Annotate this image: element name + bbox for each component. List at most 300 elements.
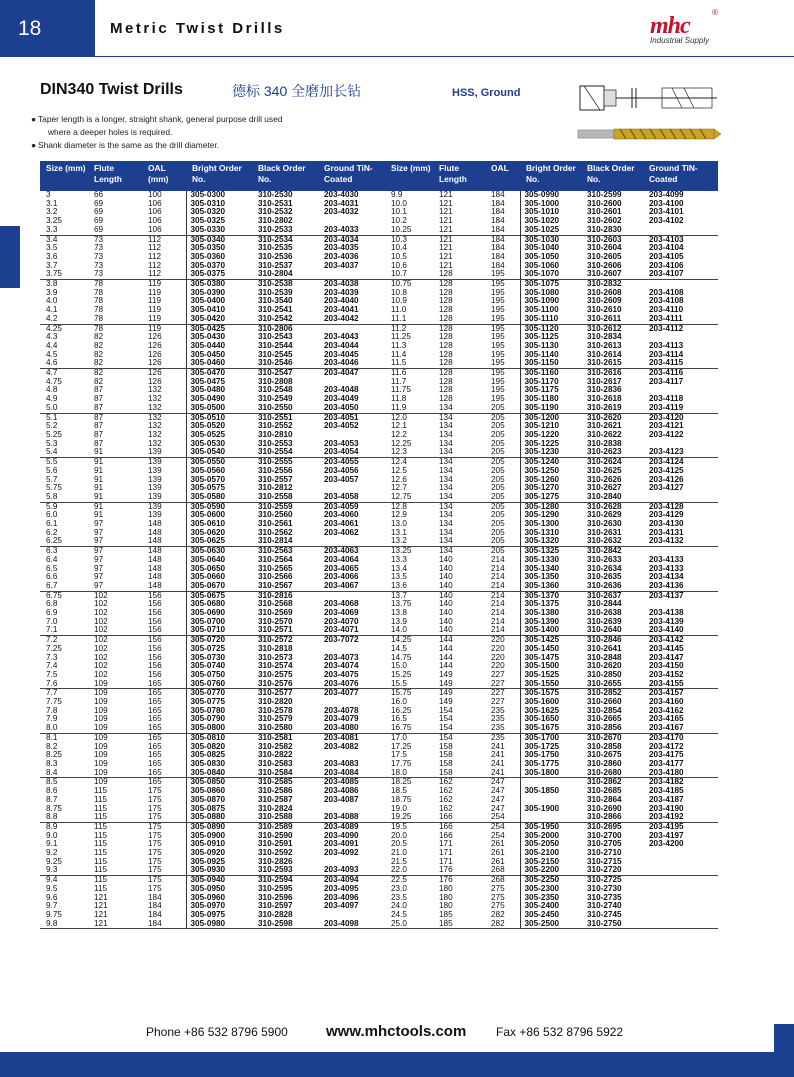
table-cell: 310-2808 xyxy=(258,376,293,386)
table-cell: 5.9 xyxy=(40,502,88,511)
table-cell: 310-2627 xyxy=(587,483,622,493)
table-cell: 305-0820 xyxy=(186,743,252,752)
table-cell: 203-4190 xyxy=(649,803,684,813)
table-cell: 121 xyxy=(439,216,453,226)
table-cell: 203-4180 xyxy=(649,767,684,777)
table-cell: 305-1030 xyxy=(520,235,581,244)
table-cell: 91 xyxy=(94,491,104,501)
table-cell: 214 xyxy=(485,591,520,600)
table-cell: 203-4060 xyxy=(324,510,359,520)
table-cell: 18.5 xyxy=(391,786,407,796)
table-cell: 268 xyxy=(485,876,520,885)
table-cell: 305-1450 xyxy=(520,645,581,654)
table-cell: 9.6 xyxy=(46,892,58,902)
table-cell: 97 xyxy=(94,527,104,537)
table-cell: 305-1600 xyxy=(520,698,581,707)
table-cell: 310-2586 xyxy=(258,786,293,796)
table-cell: 22.5 xyxy=(385,876,433,885)
table-cell: 305-1060 xyxy=(520,262,581,271)
table-cell: 310-2720 xyxy=(587,865,622,875)
table-cell: 310-2628 xyxy=(581,502,643,511)
table-cell: 310-2604 xyxy=(587,243,622,253)
col-size-2: Size (mm) xyxy=(385,161,433,191)
table-cell: 134 xyxy=(439,429,453,439)
table-cell: 132 xyxy=(148,402,162,412)
table-cell: 310-2856 xyxy=(587,723,622,733)
table-cell: 10.7 xyxy=(391,269,407,279)
table-cell: 87 xyxy=(94,438,104,448)
table-cell: 203-4126 xyxy=(649,474,684,484)
table-cell xyxy=(643,911,718,920)
table-cell: 10.3 xyxy=(385,235,433,244)
table-cell: 310-2534 xyxy=(252,235,318,244)
table-cell: 310-2598 xyxy=(252,920,318,929)
table-cell: 305-2000 xyxy=(520,832,581,841)
table-cell: 195 xyxy=(491,332,505,342)
table-cell: 11.1 xyxy=(391,313,407,323)
table-row xyxy=(40,315,718,324)
table-cell: 203-4140 xyxy=(649,625,684,635)
table-cell: 305-0360 xyxy=(186,253,252,262)
table-cell: 305-0900 xyxy=(186,832,252,841)
table-cell: 203-4101 xyxy=(649,207,684,217)
table-cell: 97 xyxy=(94,572,104,582)
table-cell: 305-1050 xyxy=(520,253,581,262)
table-cell: 203-4095 xyxy=(324,883,359,893)
table-cell: 97 xyxy=(94,519,104,529)
table-cell: 144 xyxy=(439,643,453,653)
table-cell: 149 xyxy=(439,678,453,688)
product-notes xyxy=(31,113,283,152)
table-cell: 78 xyxy=(94,296,104,306)
table-cell: 21.5 xyxy=(391,856,407,866)
table-cell: 235 xyxy=(491,723,505,733)
table-cell: 305-1325 xyxy=(520,547,581,556)
page-header-title: Metric Twist Drills xyxy=(110,20,285,37)
table-cell: 310-2592 xyxy=(258,848,293,858)
table-cell: 305-1140 xyxy=(520,351,581,360)
table-cell: 134 xyxy=(433,413,485,422)
table-cell: 148 xyxy=(148,554,162,564)
table-cell: 310-2816 xyxy=(252,591,318,600)
table-cell: 310-2620 xyxy=(587,661,622,671)
table-cell: 203-4142 xyxy=(643,636,718,645)
table-cell: 134 xyxy=(439,447,453,457)
table-cell: 148 xyxy=(148,536,162,546)
table-cell: 203-4136 xyxy=(649,580,684,590)
table-cell: 102 xyxy=(94,669,108,679)
table-cell: 18.75 xyxy=(391,794,412,804)
table-cell: 171 xyxy=(439,848,453,858)
table-cell: 305-1625 xyxy=(520,707,581,716)
table-cell: 165 xyxy=(142,778,186,787)
table-cell: 305-1275 xyxy=(520,493,581,502)
table-cell: 203-4118 xyxy=(649,394,684,404)
table-cell: 7.25 xyxy=(46,643,62,653)
col-oal-2: OAL xyxy=(485,161,520,191)
table-cell: 203-4115 xyxy=(649,358,684,368)
table-cell: 195 xyxy=(491,287,505,297)
table-cell: 241 xyxy=(491,750,505,760)
table-cell: 87 xyxy=(94,402,104,412)
table-cell: 132 xyxy=(148,421,162,431)
table-cell: 310-2634 xyxy=(587,563,622,573)
table-cell: 310-2636 xyxy=(587,580,622,590)
table-cell: 102 xyxy=(94,643,108,653)
table-cell: 203-4099 xyxy=(649,190,684,199)
table-cell: 305-0775 xyxy=(186,698,252,707)
table-cell: 134 xyxy=(439,474,453,484)
table-cell: 11.0 xyxy=(391,305,407,315)
table-cell: 128 xyxy=(439,269,453,279)
table-cell: 78 xyxy=(94,305,104,315)
table-cell: 203-4125 xyxy=(649,465,684,475)
table-cell: 310-2610 xyxy=(587,305,622,315)
table-cell: 144 xyxy=(433,636,485,645)
table-cell: 203-4197 xyxy=(649,830,684,840)
table-cell: 175 xyxy=(148,883,162,893)
table-cell: 119 xyxy=(142,324,186,333)
table-cell: 305-2100 xyxy=(520,849,581,858)
table-cell: 310-2574 xyxy=(258,661,293,671)
table-cell: 112 xyxy=(148,260,162,270)
table-cell: 16.0 xyxy=(391,697,407,707)
table-row xyxy=(40,404,718,413)
table-cell: 22.0 xyxy=(391,865,407,875)
table-cell: 91 xyxy=(88,458,142,467)
table-cell: 310-2824 xyxy=(258,803,293,813)
table-cell: 203-4050 xyxy=(324,402,359,412)
table-cell: 310-2596 xyxy=(258,892,293,902)
table-cell: 139 xyxy=(142,502,186,511)
table-cell: 305-0520 xyxy=(186,422,252,431)
col-ground-2: Ground TiN-Coated xyxy=(643,161,718,191)
table-cell: 254 xyxy=(491,830,505,840)
table-cell: 203-4105 xyxy=(649,251,684,261)
table-cell: 140 xyxy=(439,608,453,618)
table-cell: 305-0440 xyxy=(186,342,252,351)
table-cell: 203-4088 xyxy=(324,812,359,822)
table-cell: 305-1000 xyxy=(520,200,581,209)
table-cell: 310-2590 xyxy=(258,830,293,840)
table-cell: 310-2583 xyxy=(258,759,293,768)
table-cell: 13.75 xyxy=(391,599,412,609)
footer-bar xyxy=(0,1052,794,1077)
table-cell: 214 xyxy=(491,599,505,609)
table-cell: 310-2622 xyxy=(587,429,622,439)
table-cell: 305-0380 xyxy=(186,280,252,289)
table-cell: 10.75 xyxy=(385,280,433,289)
table-cell: 310-2530 xyxy=(258,190,293,199)
table-cell: 7.3 xyxy=(46,652,58,662)
table-cell: 305-0980 xyxy=(186,920,252,929)
table-cell: 310-2549 xyxy=(258,394,293,404)
table-cell: 203-4071 xyxy=(324,625,359,635)
table-cell: 305-1800 xyxy=(520,769,581,778)
table-cell: 305-0450 xyxy=(186,351,252,360)
table-cell: 254 xyxy=(485,822,520,831)
table-cell: 13.2 xyxy=(391,536,407,546)
side-tab xyxy=(0,226,20,288)
table-cell: 175 xyxy=(148,865,162,875)
table-cell: 310-2554 xyxy=(258,447,293,457)
table-cell: 7.8 xyxy=(46,705,58,715)
table-cell: 310-2608 xyxy=(587,287,622,297)
table-cell: 203-4085 xyxy=(318,778,385,787)
table-cell: 203-4152 xyxy=(649,669,684,679)
table-cell: 10.25 xyxy=(391,224,412,234)
table-cell: 203-4123 xyxy=(649,447,684,457)
table-cell: 9.5 xyxy=(46,883,58,893)
table-cell: 305-1125 xyxy=(520,333,581,342)
table-cell: 5.75 xyxy=(46,483,62,493)
table-cell: 78 xyxy=(88,280,142,289)
table-cell: 310-2551 xyxy=(252,413,318,422)
table-cell: 9.75 xyxy=(46,909,62,919)
table-cell: 203-4098 xyxy=(318,920,385,929)
table-cell: 87 xyxy=(94,394,104,404)
table-cell: 6.8 xyxy=(46,599,58,609)
table-cell: 203-4104 xyxy=(649,243,684,253)
table-cell: 203-4167 xyxy=(649,723,684,733)
table-cell: 91 xyxy=(94,465,104,475)
col-bright-2: Bright Order No. xyxy=(520,161,581,191)
table-cell: 310-2675 xyxy=(587,750,622,760)
table-cell: 115 xyxy=(88,822,142,831)
table-cell: 9.1 xyxy=(46,839,58,849)
table-cell: 203-7072 xyxy=(318,636,385,645)
table-cell: 203-4046 xyxy=(324,358,359,368)
table-cell: 121 xyxy=(88,920,142,929)
table-cell: 154 xyxy=(439,705,453,715)
table-cell: 203-4131 xyxy=(649,527,684,537)
table-cell: 203-4100 xyxy=(649,198,684,208)
table-cell: 3.4 xyxy=(40,235,88,244)
table-cell: 310-2584 xyxy=(258,767,293,777)
table-cell: 102 xyxy=(94,661,108,671)
table-cell: 25.0 xyxy=(385,920,433,929)
table-cell: 305-0875 xyxy=(186,805,252,814)
table-cell: 106 xyxy=(148,224,162,234)
table-cell: 175 xyxy=(148,848,162,858)
table-cell: 261 xyxy=(491,839,505,849)
table-cell: 109 xyxy=(94,705,108,715)
table-cell: 121 xyxy=(439,207,453,217)
table-cell: 112 xyxy=(142,235,186,244)
table-cell: 115 xyxy=(94,865,108,875)
table-cell: 310-2566 xyxy=(258,572,293,582)
table-cell: 109 xyxy=(94,759,108,768)
table-cell: 6.1 xyxy=(46,519,58,529)
table-cell: 4.6 xyxy=(46,358,58,368)
table-cell: 115 xyxy=(94,830,108,840)
table-cell: 119 xyxy=(148,313,162,323)
table-cell: 310-2541 xyxy=(258,305,293,315)
table-cell: 205 xyxy=(491,465,505,475)
table-cell: 100 xyxy=(148,190,162,199)
table-cell: 13.0 xyxy=(391,519,407,529)
table-cell: 305-0525 xyxy=(186,431,252,440)
table-cell: 305-0810 xyxy=(186,733,252,742)
table-cell: 205 xyxy=(485,458,520,467)
table-cell: 184 xyxy=(491,190,505,199)
table-cell: 91 xyxy=(94,447,104,457)
table-cell: 305-2150 xyxy=(520,858,581,867)
table-cell: 203-4097 xyxy=(324,901,359,911)
table-cell: 166 xyxy=(433,822,485,831)
table-cell: 203-4033 xyxy=(324,224,359,234)
table-cell: 203-4032 xyxy=(324,207,359,217)
table-cell: 149 xyxy=(439,697,453,707)
table-cell: 9.9 xyxy=(391,190,403,199)
table-cell: 310-2832 xyxy=(581,280,643,289)
table-cell: 305-1220 xyxy=(520,431,581,440)
table-cell: 203-4114 xyxy=(649,349,684,359)
table-cell: 134 xyxy=(433,547,485,556)
note-item: ● Shank diameter is the same as the drill diameter. xyxy=(31,140,220,150)
table-cell: 247 xyxy=(485,778,520,787)
table-cell: 247 xyxy=(491,803,505,813)
table-cell: 310-2579 xyxy=(258,714,293,724)
table-cell: 310-2550 xyxy=(258,402,293,412)
table-cell: 121 xyxy=(439,260,453,270)
table-cell: 10.1 xyxy=(391,207,407,217)
table-cell: 12.25 xyxy=(391,438,412,448)
table-cell: 203-4093 xyxy=(324,865,359,875)
table-cell: 305-0970 xyxy=(186,902,252,911)
table-cell: 115 xyxy=(88,876,142,885)
hole-diagram-icon xyxy=(580,86,717,110)
table-cell: 227 xyxy=(491,669,505,679)
table-cell: 305-1675 xyxy=(520,724,581,733)
table-cell: 203-4043 xyxy=(324,332,359,342)
table-cell: 175 xyxy=(148,794,162,804)
table-cell: 310-2591 xyxy=(258,839,293,849)
table-cell: 115 xyxy=(94,803,108,813)
table-cell: 162 xyxy=(439,794,453,804)
table-cell: 121 xyxy=(94,901,108,911)
page-number: 18 xyxy=(0,0,95,57)
footer xyxy=(0,1020,794,1044)
table-cell: 305-1400 xyxy=(520,626,581,635)
table-cell: 305-0510 xyxy=(186,413,252,422)
table-cell: 8.7 xyxy=(46,794,58,804)
table-cell: 203-4084 xyxy=(324,767,359,777)
table-cell: 184 xyxy=(491,207,505,217)
table-cell: 158 xyxy=(439,759,453,768)
table-cell: 203-4111 xyxy=(649,313,683,323)
table-cell: 310-2570 xyxy=(258,616,293,626)
table-cell: 203-4083 xyxy=(324,759,359,768)
table-cell: 310-2606 xyxy=(587,260,622,270)
table-cell: 156 xyxy=(148,608,162,618)
table-cell: 203-4047 xyxy=(318,369,385,378)
table-cell: 305-0650 xyxy=(186,565,252,574)
table-cell: 305-0480 xyxy=(186,386,252,395)
table-cell: 305-0590 xyxy=(186,502,252,511)
table-cell: 310-2750 xyxy=(581,920,643,929)
table-cell: 305-0860 xyxy=(186,787,252,796)
table-cell: 195 xyxy=(491,349,505,359)
table-cell: 112 xyxy=(148,251,162,261)
table-cell: 310-2624 xyxy=(581,458,643,467)
table-cell: 134 xyxy=(433,502,485,511)
table-cell: 310-2834 xyxy=(587,332,622,342)
table-cell: 69 xyxy=(94,207,104,217)
table-cell: 203-4112 xyxy=(643,324,718,333)
table-cell: 73 xyxy=(94,243,104,253)
table-cell: 305-0500 xyxy=(186,404,252,413)
table-cell: 126 xyxy=(148,376,162,386)
table-cell: 10.0 xyxy=(391,198,407,208)
table-cell: 134 xyxy=(439,438,453,448)
table-cell: 203-4055 xyxy=(318,458,385,467)
table-cell: 165 xyxy=(148,741,162,751)
table-cell: 195 xyxy=(491,385,505,395)
table-cell: 203-4045 xyxy=(324,349,359,359)
table-cell: 15.0 xyxy=(391,661,407,671)
table-cell: 310-2866 xyxy=(587,812,622,822)
col-oal: OAL (mm) xyxy=(142,161,186,191)
table-cell: 305-0825 xyxy=(186,751,252,760)
table-cell: 305-1175 xyxy=(520,386,581,395)
table-cell: 305-1080 xyxy=(520,289,581,298)
table-cell: 203-4062 xyxy=(324,527,359,537)
table-cell: 310-2838 xyxy=(587,438,622,448)
table-cell: 4.9 xyxy=(46,394,58,404)
table-cell: 310-2660 xyxy=(587,697,622,707)
table-cell: 73 xyxy=(94,251,104,261)
table-cell: 134 xyxy=(439,491,453,501)
table-cell: 156 xyxy=(148,652,162,662)
table-cell: 310-2556 xyxy=(258,465,293,475)
table-cell: 305-2500 xyxy=(520,920,581,929)
table-cell: 305-0840 xyxy=(186,769,252,778)
table-cell: 310-2539 xyxy=(258,287,293,297)
table-cell: 305-0710 xyxy=(186,626,252,635)
table-cell: 87 xyxy=(88,413,142,422)
table-cell: 134 xyxy=(439,527,453,537)
table-cell: 203-4059 xyxy=(318,502,385,511)
table-cell: 11.3 xyxy=(391,340,407,350)
table-cell: 203-4139 xyxy=(649,616,684,626)
table-cell: 9.7 xyxy=(46,901,58,911)
table-cell: 156 xyxy=(142,636,186,645)
table-cell: 11.2 xyxy=(385,324,433,333)
table-cell: 115 xyxy=(94,839,108,849)
table-cell: 132 xyxy=(148,429,162,439)
table-cell: 128 xyxy=(439,385,453,395)
table-cell: 203-4162 xyxy=(649,705,684,715)
table-cell: 305-1260 xyxy=(520,476,581,485)
table-cell: 8.9 xyxy=(40,822,88,831)
table-cell: 10.2 xyxy=(391,216,407,226)
table-cell: 305-1475 xyxy=(520,654,581,663)
table-cell: 5.5 xyxy=(40,458,88,467)
table-cell: 126 xyxy=(148,358,162,368)
note-item: ● Taper length is a longer, straight shank, general purpose drill used xyxy=(31,114,283,124)
footer-website[interactable]: www.mhctools.com xyxy=(326,1023,467,1040)
table-cell: 310-2580 xyxy=(258,723,293,733)
table-cell: 203-4187 xyxy=(649,794,684,804)
table-cell: 305-1525 xyxy=(520,671,581,680)
table-cell: 175 xyxy=(148,803,162,813)
table-cell: 184 xyxy=(485,235,520,244)
table-cell: 305-0780 xyxy=(186,707,252,716)
table-cell: 305-0580 xyxy=(186,493,252,502)
table-cell: 184 xyxy=(148,909,162,919)
table-cell: 195 xyxy=(491,340,505,350)
